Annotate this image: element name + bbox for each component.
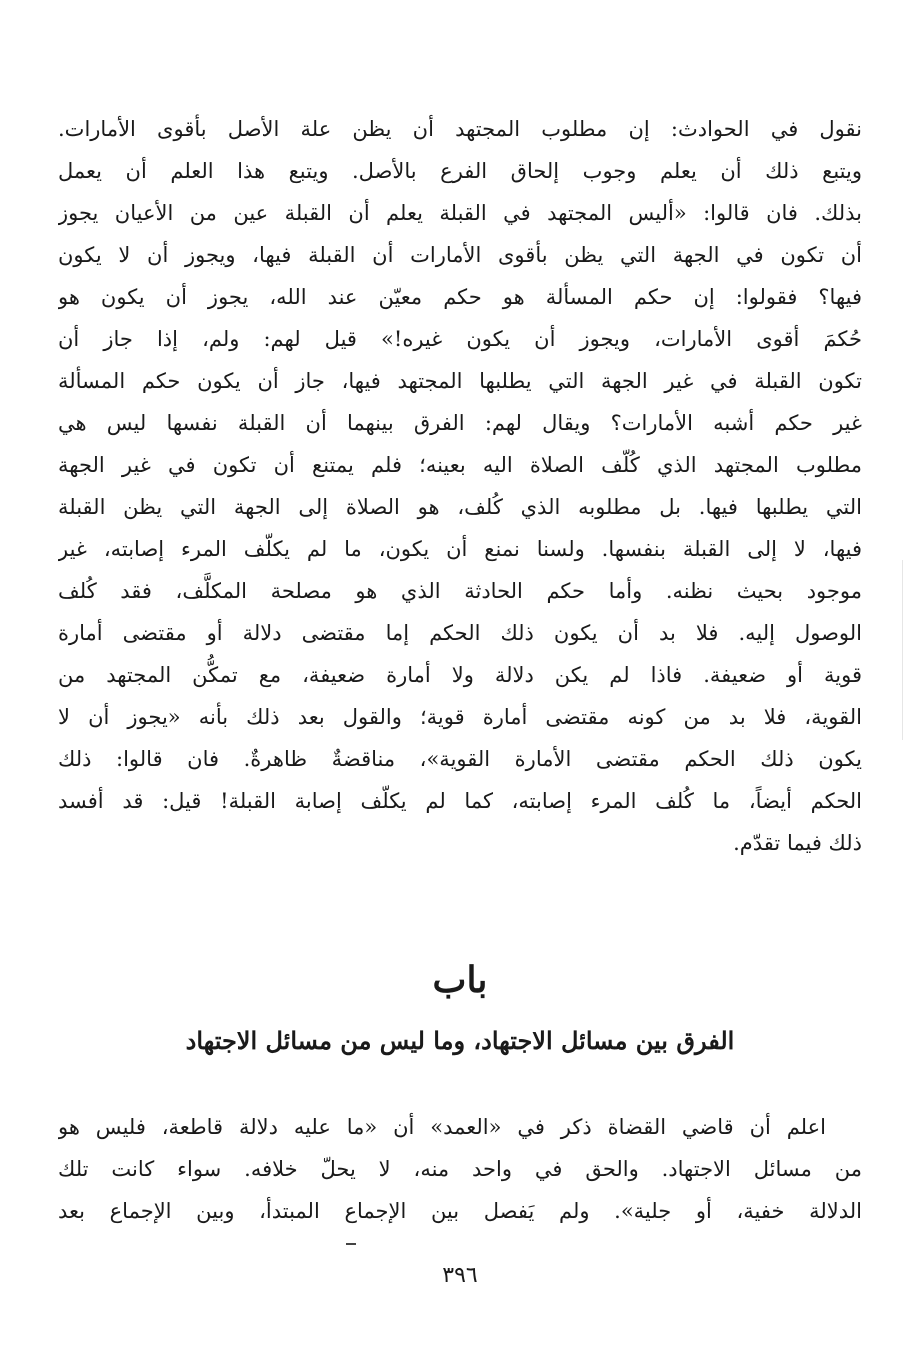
text-line: بذلك. فان قالوا: «أليس المجتهد في القبلة يعلم أن القبلة عين من الأعيان يجوز — [58, 201, 862, 225]
text-line: الحكم أيضاً، ما كُلف المرء إصابته، كما لم يكلّف إصابة القبلة! قيل: قد أفسد — [58, 789, 862, 813]
text-line: فيها؟ فقولوا: إن حكم المسألة هو حكم معيّن عند الله، يجوز أن يكون هو — [58, 285, 862, 309]
print-mark — [346, 1243, 356, 1245]
text-line: فيها، لا إلى القبلة بنفسها. ولسنا نمنع أن يكون، ما لم يكلّف المرء إصابته، غير — [58, 537, 862, 561]
text-line: مطلوب المجتهد الذي كُلّف الصلاة اليه بعينه؛ فلم يمتنع أن تكون في غير الجهة — [58, 453, 862, 477]
chapter-label: باب — [432, 959, 488, 1001]
text-line: نقول في الحوادث: إن مطلوب المجتهد أن يظن علة الأصل بأقوى الأمارات. — [58, 117, 862, 141]
text-line: ذلك فيما تقدّم. — [733, 831, 862, 855]
text-line: الدلالة خفية، أو جلية». ولم يَفصل بين الإجماع المبتدأ، وبين الإجماع بعد — [58, 1199, 862, 1223]
text-line: حُكمَ أقوى الأمارات، ويجوز أن يكون غيره!» قيل لهم: ولم، إذا جاز أن — [58, 327, 862, 351]
text-line: موجود بحيث نظنه. وأما حكم الحادثة الذي هو مصلحة المكلَّف، فقد كُلف — [58, 579, 862, 603]
page-edge-shadow — [902, 560, 903, 740]
text-line: من مسائل الاجتهاد. والحق في واحد منه، لا يحلّ خلافه. سواء كانت تلك — [58, 1157, 862, 1181]
text-line: يكون ذلك الحكم مقتضى الأمارة القوية»، مناقضةٌ ظاهرةٌ. فان قالوا: ذلك — [58, 747, 862, 771]
text-line: اعلم أن قاضي القضاة ذكر في «العمد» أن «ما عليه دلالة قاطعة، فليس هو — [58, 1115, 826, 1139]
text-line: أن تكون في الجهة التي يظن بأقوى الأمارات أن القبلة فيها، ويجوز أن لا يكون — [58, 243, 862, 267]
body-paragraph-bottom — [58, 1106, 862, 1232]
text-line: التي يطلبها فيها. بل مطلوبه الذي كُلف، هو الصلاة إلى الجهة التي يظن القبلة — [58, 495, 862, 519]
text-line: غير حكم أشبه الأمارات؟ ويقال لهم: الفرق بينهما أن القبلة نفسها ليس هي — [58, 411, 862, 435]
text-line: القوية، فلا بد من كونه مقتضى أمارة قوية؛ والقول بعد ذلك بأنه «يجوز أن لا — [58, 705, 862, 729]
chapter-title: الفرق بين مسائل الاجتهاد، وما ليس من مسائل الاجتهاد — [185, 1026, 735, 1055]
text-line: تكون القبلة في غير الجهة التي يطلبها المجتهد فيها، جاز أن يكون حكم المسألة — [58, 369, 862, 393]
text-line: الوصول إليه. فلا بد أن يكون ذلك الحكم إما مقتضى دلالة أو مقتضى أمارة — [58, 621, 862, 645]
text-line: ويتبع ذلك أن يعلم وجوب إلحاق الفرع بالأصل. ويتبع هذا العلم أن يعمل — [58, 159, 862, 183]
body-paragraph-top — [58, 108, 862, 864]
text-line: قوية أو ضعيفة. فاذا لم يكن دلالة ولا أمارة ضعيفة، مع تمكُّن المجتهد من — [58, 663, 862, 687]
page-number: ٣٩٦ — [442, 1263, 478, 1288]
